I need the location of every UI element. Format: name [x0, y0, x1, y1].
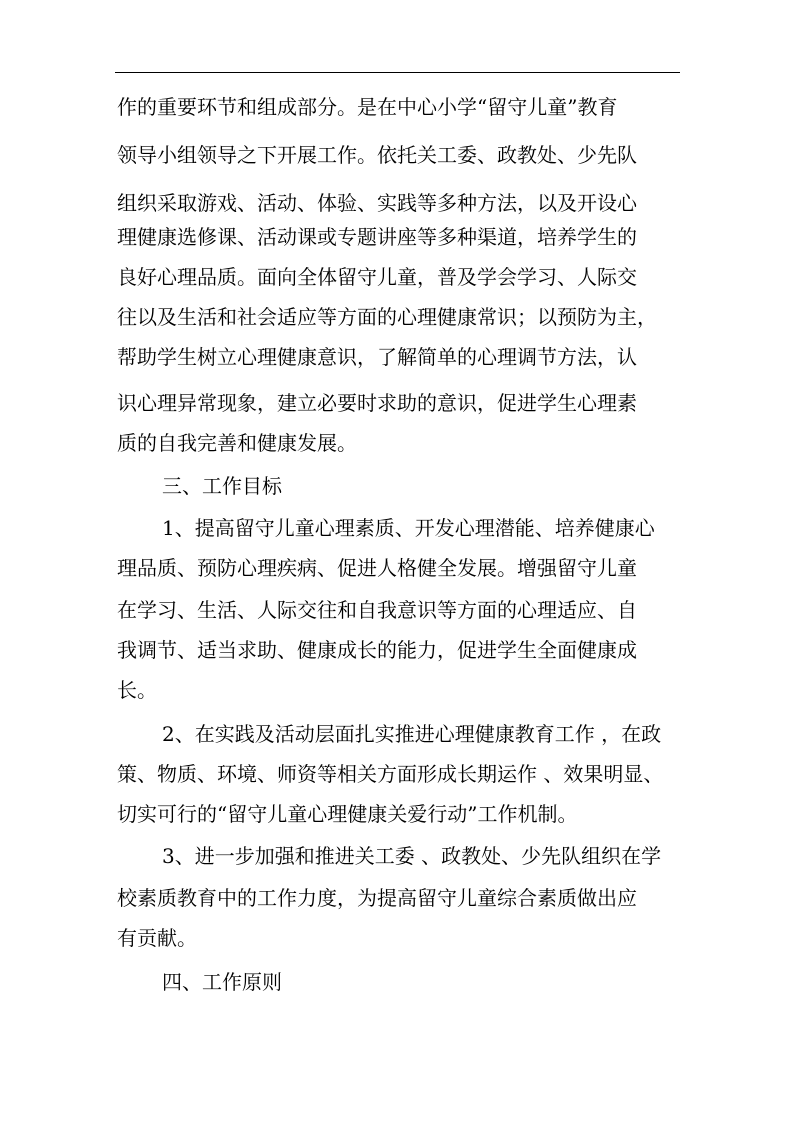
paragraph-line: 帮助学生树立心理健康意识，了解简单的心理调节方法，认: [117, 345, 637, 369]
paragraph-line: 组织采取游戏、活动、体验、实践等多种方法，以及开设心: [117, 191, 637, 215]
paragraph-line: 校素质教育中的工作力度，为提高留守儿童综合素质做出应: [117, 886, 637, 910]
section-heading-goals: 三、工作目标: [162, 474, 282, 498]
paragraph-line: 在学习、生活、人际交往和自我意识等方面的心理适应、自: [117, 598, 637, 622]
paragraph-line: 1、提高留守儿童心理素质、开发心理潜能、培养健康心: [162, 516, 655, 540]
header-rule: [115, 72, 680, 73]
paragraph-line: 理健康选修课、活动课或专题讲座等多种渠道，培养学生的: [117, 225, 637, 249]
paragraph-line: 作的重要环节和组成部分。是在中心小学“留守儿童”教育: [117, 95, 618, 119]
paragraph-line: 良好心理品质。面向全体留守儿童，普及学会学习、人际交: [117, 265, 637, 289]
paragraph-line: 识心理异常现象，建立必要时求助的意识，促进学生心理素: [117, 391, 637, 415]
paragraph-line: 往以及生活和社会适应等方面的心理健康常识；以预防为主，: [117, 305, 657, 329]
paragraph-line: 策、物质、环境、师资等相关方面形成长期运作 、效果明显、: [117, 762, 664, 786]
paragraph-line: 我调节、适当求助、健康成长的能力，促进学生全面健康成: [117, 638, 637, 662]
paragraph-line: 质的自我完善和健康发展。: [117, 431, 357, 455]
paragraph-line: 2、在实践及活动层面扎实推进心理健康教育工作 ，在政: [162, 722, 662, 746]
paragraph-line: 理品质、预防心理疾病、促进人格健全发展。增强留守儿童: [117, 556, 637, 580]
paragraph-line: 切实可行的“留守儿童心理健康关爱行动”工作机制。: [117, 802, 578, 826]
section-heading-principles: 四、工作原则: [162, 970, 282, 994]
paragraph-line: 3、进一步加强和推进关工委 、政教处、少先队组织在学: [162, 844, 662, 868]
paragraph-line: 有贡献。: [117, 926, 197, 950]
paragraph-line: 长。: [117, 678, 157, 702]
paragraph-line: 领导小组领导之下开展工作。依托关工委、政教处、少先队: [117, 143, 637, 167]
